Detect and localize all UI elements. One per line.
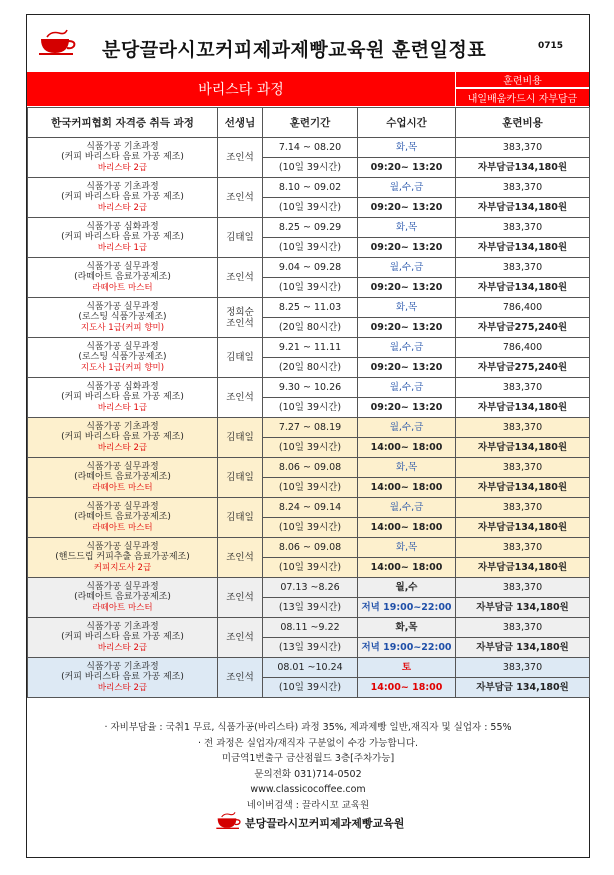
- hours: (10일 39시간): [263, 558, 358, 578]
- period: 8.10 ~ 09.02: [263, 178, 358, 198]
- hours: (10일 39시간): [263, 438, 358, 458]
- class-days: 월,수,금: [358, 178, 456, 198]
- period: 7.14 ~ 08.20: [263, 138, 358, 158]
- class-time: 09:20~ 13:20: [358, 278, 456, 298]
- cost: 383,370: [456, 658, 590, 678]
- class-time: 09:20~ 13:20: [358, 238, 456, 258]
- certificate: 라떼아트 마스터: [92, 282, 153, 293]
- class-time: 저녁 19:00~22:00: [358, 638, 456, 658]
- period: 8.25 ~ 11.03: [263, 298, 358, 318]
- course-cell: [28, 378, 218, 418]
- self-pay: 자부담금134,180원: [456, 198, 590, 218]
- cost: 383,370: [456, 258, 590, 278]
- table-row: [28, 338, 590, 358]
- course-cell: [28, 618, 218, 658]
- certificate: 바리스타 2급: [97, 642, 148, 653]
- period: 7.27 ~ 08.19: [263, 418, 358, 438]
- hours: (20일 80시간): [263, 318, 358, 338]
- course-detail: (커피 바리스타 음료 가공 제조): [61, 672, 184, 683]
- table-row: [28, 498, 590, 518]
- course-cell: [28, 538, 218, 578]
- teacher: 조인석: [218, 658, 263, 698]
- class-time: 14:00~ 18:00: [358, 438, 456, 458]
- self-pay: 자부담금134,180원: [456, 398, 590, 418]
- teacher: 김태일: [218, 338, 263, 378]
- course-name: 식품가공 기초과정: [86, 421, 159, 432]
- course-name: 식품가공 실무과정: [86, 341, 159, 352]
- cost: 383,370: [456, 498, 590, 518]
- self-pay: 자부담금134,180원: [456, 558, 590, 578]
- certificate: 라떼아트 마스터: [92, 602, 153, 613]
- self-pay: 자부담금 134,180원: [456, 678, 590, 698]
- hours: (10일 39시간): [263, 678, 358, 698]
- course-detail: (로스팅 식품가공제조): [78, 352, 167, 363]
- course-cell: [28, 458, 218, 498]
- footer-name: 분당끌라시꼬커피제과제빵교육원: [245, 817, 405, 830]
- course-cell: [28, 178, 218, 218]
- teacher: 김태일: [218, 418, 263, 458]
- search-line: 네이버검색 : 끌라시꼬 교육원: [246, 799, 370, 811]
- class-days: 화,목: [358, 458, 456, 478]
- cost: 383,370: [456, 458, 590, 478]
- course-detail: (로스팅 식품가공제조): [78, 312, 167, 323]
- certificate: 지도사 1급(커피 향미): [80, 322, 165, 333]
- course-detail: (커피 바리스타 음료 가공 제조): [61, 192, 184, 203]
- self-pay: 자부담금134,180원: [456, 158, 590, 178]
- hours: (13일 39시간): [263, 598, 358, 618]
- class-time: 14:00~ 18:00: [358, 518, 456, 538]
- course-name: 식품가공 심화과정: [86, 221, 159, 232]
- cost: 383,370: [456, 538, 590, 558]
- hours: (20일 80시간): [263, 358, 358, 378]
- course-name: 식품가공 기초과정: [86, 661, 159, 672]
- period: 8.06 ~ 09.08: [263, 538, 358, 558]
- course-detail: (라떼아트 음료가공제조): [74, 592, 171, 603]
- hours: (13일 39시간): [263, 638, 358, 658]
- class-time: 14:00~ 18:00: [358, 558, 456, 578]
- table-row: [28, 578, 590, 598]
- cost: 786,400: [456, 298, 590, 318]
- certificate: 라떼아트 마스터: [92, 522, 153, 533]
- period: 9.04 ~ 09.28: [263, 258, 358, 278]
- period: 08.01 ~10.24: [263, 658, 358, 678]
- class-time: 09:20~ 13:20: [358, 398, 456, 418]
- teacher: 김태일: [218, 218, 263, 258]
- note-line: · 자비부담율 : 국취1 무료, 식품가공(바리스타) 과정 35%, 제과제빵 일반,재직자 및 실업자 : 55%: [104, 722, 512, 733]
- certificate: 커피지도사 2급: [93, 562, 152, 573]
- course-cell: [28, 298, 218, 338]
- fee-label: 훈련비용: [456, 72, 589, 88]
- website-line: www.classicocoffee.com: [250, 784, 366, 795]
- course-name: 식품가공 기초과정: [86, 621, 159, 632]
- class-time: 09:20~ 13:20: [358, 318, 456, 338]
- cost: 383,370: [456, 138, 590, 158]
- course-name: 식품가공 심화과정: [86, 381, 159, 392]
- hours: (10일 39시간): [263, 518, 358, 538]
- hours: (10일 39시간): [263, 278, 358, 298]
- period: 9.21 ~ 11.11: [263, 338, 358, 358]
- class-days: 월,수,금: [358, 258, 456, 278]
- header-period: 훈련기간: [263, 108, 358, 138]
- self-pay: 자부담금 134,180원: [456, 598, 590, 618]
- teacher: 조인석: [218, 178, 263, 218]
- course-cell: [28, 218, 218, 258]
- certificate: 지도사 1급(커피 향미): [80, 362, 165, 373]
- table-row: [28, 458, 590, 478]
- class-days: 월,수,금: [358, 378, 456, 398]
- course-band: [27, 72, 589, 106]
- self-pay: 자부담금 134,180원: [456, 638, 590, 658]
- teacher: 조인석: [218, 538, 263, 578]
- address-line: 미금역1번출구 금산점월드 3층[주차가능]: [221, 753, 395, 764]
- course-detail: (라떼아트 음료가공제조): [74, 472, 171, 483]
- hours: (10일 39시간): [263, 478, 358, 498]
- cost: 383,370: [456, 618, 590, 638]
- header-cost: 훈련비용: [456, 108, 590, 138]
- course-cell: [28, 338, 218, 378]
- hours: (10일 39시간): [263, 198, 358, 218]
- course-detail: (커피 바리스타 음료 가공 제조): [61, 632, 184, 643]
- header-teacher: 선생님: [218, 108, 263, 138]
- hours: (10일 39시간): [263, 238, 358, 258]
- self-pay: 자부담금275,240원: [456, 318, 590, 338]
- fee-sub-label: 내일배움카드시 자부담금: [456, 89, 589, 106]
- header: [27, 15, 589, 72]
- page-title: 분당끌라시꼬커피제과제빵교육원 훈련일정표: [102, 39, 487, 61]
- document-code: 0715: [538, 41, 564, 51]
- course-detail: (커피 바리스타 음료 가공 제조): [61, 432, 184, 443]
- class-days: 토: [358, 658, 456, 678]
- course-name: 식품가공 실무과정: [86, 581, 159, 592]
- class-time: 14:00~ 18:00: [358, 478, 456, 498]
- class-days: 화,목: [358, 218, 456, 238]
- self-pay: 자부담금134,180원: [456, 478, 590, 498]
- header-course: 한국커피협회 자격증 취득 과정: [28, 108, 218, 138]
- course-cell: [28, 658, 218, 698]
- course-name: 식품가공 기초과정: [86, 181, 159, 192]
- self-pay: 자부담금275,240원: [456, 358, 590, 378]
- footer-logo: [215, 811, 435, 833]
- class-days: 화,목: [358, 138, 456, 158]
- table-row: [28, 658, 590, 678]
- course-detail: (커피 바리스타 음료 가공 제조): [61, 392, 184, 403]
- certificate: 바리스타 2급: [97, 682, 148, 693]
- certificate: 바리스타 2급: [97, 162, 148, 173]
- period: 8.24 ~ 09.14: [263, 498, 358, 518]
- period: 07.13 ~8.26: [263, 578, 358, 598]
- teacher: 김태일: [218, 458, 263, 498]
- cost: 383,370: [456, 178, 590, 198]
- header-time: 수업시간: [358, 108, 456, 138]
- cost: 786,400: [456, 338, 590, 358]
- note-line: · 전 과정은 실업자/재직자 구분없이 수강 가능합니다.: [197, 737, 419, 749]
- class-days: 월,수,금: [358, 338, 456, 358]
- certificate: 바리스타 1급: [97, 242, 148, 253]
- hours: (10일 39시간): [263, 158, 358, 178]
- course-detail: (핸드드립 커피추출 음료가공제조): [55, 552, 190, 563]
- table-row: [28, 618, 590, 638]
- schedule-table: [27, 107, 590, 698]
- cost: 383,370: [456, 418, 590, 438]
- coffee-cup-icon: [215, 811, 243, 831]
- class-days: 월,수,금: [358, 418, 456, 438]
- table-row: [28, 538, 590, 558]
- table-row: [28, 378, 590, 398]
- teacher: 조인석: [218, 378, 263, 418]
- class-days: 화,목: [358, 538, 456, 558]
- course-detail: (라떼아트 음료가공제조): [74, 272, 171, 283]
- table-row: [28, 298, 590, 318]
- course-name: 식품가공 실무과정: [86, 261, 159, 272]
- notes: [27, 720, 589, 813]
- self-pay: 자부담금134,180원: [456, 438, 590, 458]
- course-name: 식품가공 실무과정: [86, 541, 159, 552]
- table-row: [28, 258, 590, 278]
- cost: 383,370: [456, 578, 590, 598]
- course-title: 바리스타 과정: [27, 72, 455, 106]
- teacher: 조인석: [218, 258, 263, 298]
- period: 9.30 ~ 10.26: [263, 378, 358, 398]
- self-pay: 자부담금134,180원: [456, 278, 590, 298]
- course-detail: (라떼아트 음료가공제조): [74, 512, 171, 523]
- course-cell: [28, 138, 218, 178]
- class-days: 월,수: [358, 578, 456, 598]
- teacher: 김태일: [218, 498, 263, 538]
- teacher: 정희순 조인석: [218, 298, 263, 338]
- class-time: 09:20~ 13:20: [358, 158, 456, 178]
- course-name: 식품가공 실무과정: [86, 301, 159, 312]
- class-days: 화,목: [358, 298, 456, 318]
- phone-line: 문의전화 031)714-0502: [254, 768, 362, 780]
- cost: 383,370: [456, 218, 590, 238]
- course-cell: [28, 258, 218, 298]
- cost: 383,370: [456, 378, 590, 398]
- schedule-document: [26, 14, 590, 858]
- certificate: 바리스타 2급: [97, 442, 148, 453]
- course-name: 식품가공 기초과정: [86, 141, 159, 152]
- teacher: 조인석: [218, 578, 263, 618]
- self-pay: 자부담금134,180원: [456, 238, 590, 258]
- teacher: 조인석: [218, 138, 263, 178]
- class-time: 09:20~ 13:20: [358, 198, 456, 218]
- class-days: 화,목: [358, 618, 456, 638]
- course-cell: [28, 418, 218, 458]
- class-time: 저녁 19:00~22:00: [358, 598, 456, 618]
- course-name: 식품가공 실무과정: [86, 461, 159, 472]
- coffee-cup-icon: [37, 29, 79, 57]
- certificate: 바리스타 2급: [97, 202, 148, 213]
- hours: (10일 39시간): [263, 398, 358, 418]
- period: 8.25 ~ 09.29: [263, 218, 358, 238]
- course-cell: [28, 498, 218, 538]
- course-cell: [28, 578, 218, 618]
- table-row: [28, 418, 590, 438]
- table-row: [28, 218, 590, 238]
- table-row: [28, 138, 590, 158]
- course-name: 식품가공 실무과정: [86, 501, 159, 512]
- certificate: 라떼아트 마스터: [92, 482, 153, 493]
- class-time: 09:20~ 13:20: [358, 358, 456, 378]
- class-time: 14:00~ 18:00: [358, 678, 456, 698]
- table-row: [28, 178, 590, 198]
- course-detail: (커피 바리스타 음료 가공 제조): [61, 152, 184, 163]
- period: 08.11 ~9.22: [263, 618, 358, 638]
- course-detail: (커피 바리스타 음료 가공 제조): [61, 232, 184, 243]
- table-header-row: [28, 108, 590, 138]
- certificate: 바리스타 1급: [97, 402, 148, 413]
- period: 8.06 ~ 09.08: [263, 458, 358, 478]
- self-pay: 자부담금134,180원: [456, 518, 590, 538]
- teacher: 조인석: [218, 618, 263, 658]
- class-days: 월,수,금: [358, 498, 456, 518]
